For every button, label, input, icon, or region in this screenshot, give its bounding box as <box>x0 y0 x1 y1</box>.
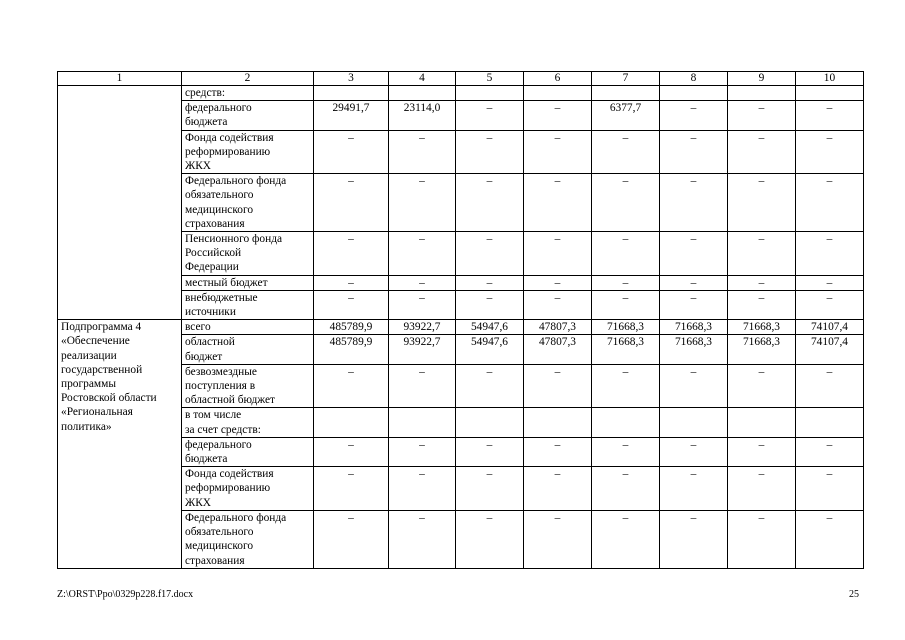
footer-page-number: 25 <box>849 589 859 600</box>
source-label-line: бюджета <box>185 453 228 466</box>
value-cell: – <box>524 130 592 174</box>
value-cell: 71668,3 <box>592 320 660 335</box>
value-cell: – <box>660 364 728 408</box>
subprogram-line: Подпрограмма 4 <box>61 321 142 334</box>
value-cell <box>592 86 660 101</box>
value-cell: – <box>660 437 728 466</box>
value-cell: – <box>456 364 524 408</box>
value-cell: – <box>592 275 660 290</box>
source-label-cell <box>182 86 314 101</box>
value-cell <box>456 408 524 437</box>
source-label-line: всего <box>185 321 211 334</box>
value-cell <box>796 86 864 101</box>
value-cell: – <box>389 364 456 408</box>
value-cell: – <box>524 174 592 232</box>
header-cell: 4 <box>389 72 456 86</box>
value-cell: – <box>456 101 524 130</box>
header-cell: 1 <box>58 72 182 86</box>
value-cell: – <box>796 174 864 232</box>
source-label-line: ЖКХ <box>185 496 212 509</box>
value-cell: – <box>389 130 456 174</box>
value-cell: 29491,7 <box>314 101 389 130</box>
value-cell: – <box>660 510 728 568</box>
value-cell: – <box>456 437 524 466</box>
source-label-line: бюджета <box>185 116 228 129</box>
value-cell: – <box>456 174 524 232</box>
source-label-line: страхования <box>185 217 245 230</box>
value-cell: 71668,3 <box>660 335 728 364</box>
value-cell: – <box>314 130 389 174</box>
value-cell: 6377,7 <box>592 101 660 130</box>
value-cell <box>524 408 592 437</box>
header-cell: 10 <box>796 72 864 86</box>
value-cell: – <box>660 275 728 290</box>
source-label-line: внебюджетные <box>185 291 258 304</box>
value-cell: 485789,9 <box>314 335 389 364</box>
value-cell: – <box>728 232 796 276</box>
table-row <box>58 320 864 335</box>
source-label-cell <box>182 130 314 174</box>
value-cell <box>456 86 524 101</box>
subprogram-line: программы <box>61 378 116 391</box>
subprogram-line: государственной <box>61 363 143 376</box>
value-cell: – <box>314 174 389 232</box>
value-cell: – <box>660 101 728 130</box>
value-cell: – <box>314 510 389 568</box>
value-cell: 47807,3 <box>524 335 592 364</box>
value-cell <box>389 408 456 437</box>
value-cell: – <box>660 290 728 319</box>
header-cell: 2 <box>182 72 314 86</box>
value-cell: – <box>456 275 524 290</box>
value-cell: – <box>592 467 660 511</box>
subprogram-cell <box>58 320 182 568</box>
value-cell: – <box>314 437 389 466</box>
value-cell: – <box>456 290 524 319</box>
value-cell: 71668,3 <box>592 335 660 364</box>
source-label-line: в том числе <box>185 409 242 422</box>
source-label-cell <box>182 174 314 232</box>
source-label-cell <box>182 364 314 408</box>
value-cell: – <box>728 174 796 232</box>
source-label-line: Российской <box>185 247 242 260</box>
value-cell: – <box>660 232 728 276</box>
value-cell: – <box>796 275 864 290</box>
budget-table <box>57 71 864 569</box>
header-cell: 8 <box>660 72 728 86</box>
source-label-line: источники <box>185 306 236 319</box>
source-label-line: Федерации <box>185 261 239 274</box>
source-label-cell <box>182 101 314 130</box>
value-cell: – <box>796 130 864 174</box>
value-cell <box>728 408 796 437</box>
source-label-line: Фонда содействия <box>185 131 274 144</box>
source-label-cell <box>182 437 314 466</box>
value-cell: – <box>728 275 796 290</box>
value-cell: – <box>796 437 864 466</box>
header-cell: 7 <box>592 72 660 86</box>
header-cell: 9 <box>728 72 796 86</box>
value-cell <box>314 408 389 437</box>
source-label-line: реформированию <box>185 482 271 495</box>
source-label-line: Фонда содействия <box>185 468 274 481</box>
value-cell <box>314 86 389 101</box>
source-label-line: обязательного <box>185 526 254 539</box>
value-cell: – <box>524 275 592 290</box>
source-label-cell <box>182 510 314 568</box>
source-label-line: Федерального фонда <box>185 175 287 188</box>
source-label-cell <box>182 232 314 276</box>
source-label-line: Федерального фонда <box>185 511 287 524</box>
header-cell: 6 <box>524 72 592 86</box>
source-label-cell <box>182 275 314 290</box>
value-cell: 71668,3 <box>728 320 796 335</box>
value-cell: – <box>660 467 728 511</box>
source-label-line: страхования <box>185 554 245 567</box>
source-label-line: областной <box>185 336 235 349</box>
value-cell: 54947,6 <box>456 320 524 335</box>
value-cell: – <box>456 130 524 174</box>
value-cell: – <box>524 290 592 319</box>
value-cell: – <box>728 510 796 568</box>
table-row <box>58 86 864 101</box>
value-cell <box>728 86 796 101</box>
subprogram-line: реализации <box>61 349 117 362</box>
value-cell: 93922,7 <box>389 335 456 364</box>
value-cell: – <box>524 101 592 130</box>
value-cell: – <box>592 510 660 568</box>
value-cell: – <box>592 290 660 319</box>
footer-file-path: Z:\ORST\Ppo\0329p228.f17.docx <box>57 589 194 600</box>
value-cell: – <box>389 467 456 511</box>
value-cell: 71668,3 <box>660 320 728 335</box>
value-cell: – <box>389 437 456 466</box>
value-cell: – <box>592 232 660 276</box>
value-cell: – <box>728 130 796 174</box>
source-label-line: реформированию <box>185 145 271 158</box>
source-label-line: средств: <box>185 87 226 99</box>
value-cell: – <box>524 510 592 568</box>
value-cell: – <box>524 467 592 511</box>
value-cell: – <box>796 364 864 408</box>
source-label-line: Пенсионного фонда <box>185 233 283 246</box>
value-cell: – <box>314 275 389 290</box>
value-cell <box>660 86 728 101</box>
value-cell: 485789,9 <box>314 320 389 335</box>
value-cell: – <box>314 290 389 319</box>
source-label-line: безвозмездные <box>185 365 257 378</box>
source-label-line: медицинского <box>185 540 254 553</box>
value-cell: – <box>524 232 592 276</box>
value-cell: – <box>728 467 796 511</box>
value-cell: 74107,4 <box>796 335 864 364</box>
value-cell <box>592 408 660 437</box>
source-label-cell <box>182 408 314 437</box>
value-cell: – <box>796 101 864 130</box>
source-label-line: федерального <box>185 102 252 115</box>
value-cell: 74107,4 <box>796 320 864 335</box>
source-label-cell <box>182 467 314 511</box>
value-cell: – <box>796 467 864 511</box>
value-cell: – <box>456 467 524 511</box>
value-cell: – <box>660 130 728 174</box>
value-cell: 54947,6 <box>456 335 524 364</box>
subprogram-line: «Обеспечение <box>61 335 130 348</box>
source-label-line: областной бюджет <box>185 394 275 407</box>
value-cell <box>524 86 592 101</box>
value-cell: – <box>592 437 660 466</box>
value-cell: – <box>592 174 660 232</box>
source-label-line: федерального <box>185 438 252 451</box>
source-label-cell <box>182 335 314 364</box>
value-cell: – <box>728 364 796 408</box>
table-body <box>58 72 864 569</box>
value-cell: – <box>728 437 796 466</box>
empty-program-cell <box>58 86 182 320</box>
value-cell: – <box>796 510 864 568</box>
value-cell: 47807,3 <box>524 320 592 335</box>
source-label-cell <box>182 290 314 319</box>
value-cell: – <box>314 467 389 511</box>
value-cell: – <box>389 290 456 319</box>
value-cell <box>796 408 864 437</box>
value-cell: – <box>524 364 592 408</box>
header-cell: 3 <box>314 72 389 86</box>
table-header-row <box>58 72 864 86</box>
value-cell: 71668,3 <box>728 335 796 364</box>
source-label-line: за счет средств: <box>185 423 261 436</box>
value-cell: 23114,0 <box>389 101 456 130</box>
subprogram-line: Ростовской области <box>61 392 157 405</box>
value-cell: – <box>456 232 524 276</box>
source-label-line: обязательного <box>185 189 254 202</box>
source-label-line: бюджет <box>185 350 223 363</box>
value-cell: – <box>314 364 389 408</box>
value-cell: – <box>728 101 796 130</box>
source-label-line: местный бюджет <box>185 276 268 289</box>
value-cell: – <box>796 290 864 319</box>
header-cell: 5 <box>456 72 524 86</box>
value-cell: – <box>592 130 660 174</box>
subprogram-line: «Региональная <box>61 406 133 419</box>
value-cell: – <box>389 275 456 290</box>
value-cell: – <box>314 232 389 276</box>
value-cell: – <box>389 174 456 232</box>
value-cell: – <box>389 510 456 568</box>
value-cell <box>660 408 728 437</box>
value-cell: – <box>389 232 456 276</box>
value-cell: – <box>592 364 660 408</box>
source-label-cell <box>182 320 314 335</box>
value-cell: 93922,7 <box>389 320 456 335</box>
subprogram-line: политика» <box>61 420 112 433</box>
value-cell: – <box>524 437 592 466</box>
source-label-line: медицинского <box>185 203 254 216</box>
value-cell: – <box>796 232 864 276</box>
source-label-line: поступления в <box>185 380 256 393</box>
value-cell: – <box>728 290 796 319</box>
value-cell: – <box>660 174 728 232</box>
value-cell: – <box>456 510 524 568</box>
source-label-line: ЖКХ <box>185 160 212 173</box>
value-cell <box>389 86 456 101</box>
